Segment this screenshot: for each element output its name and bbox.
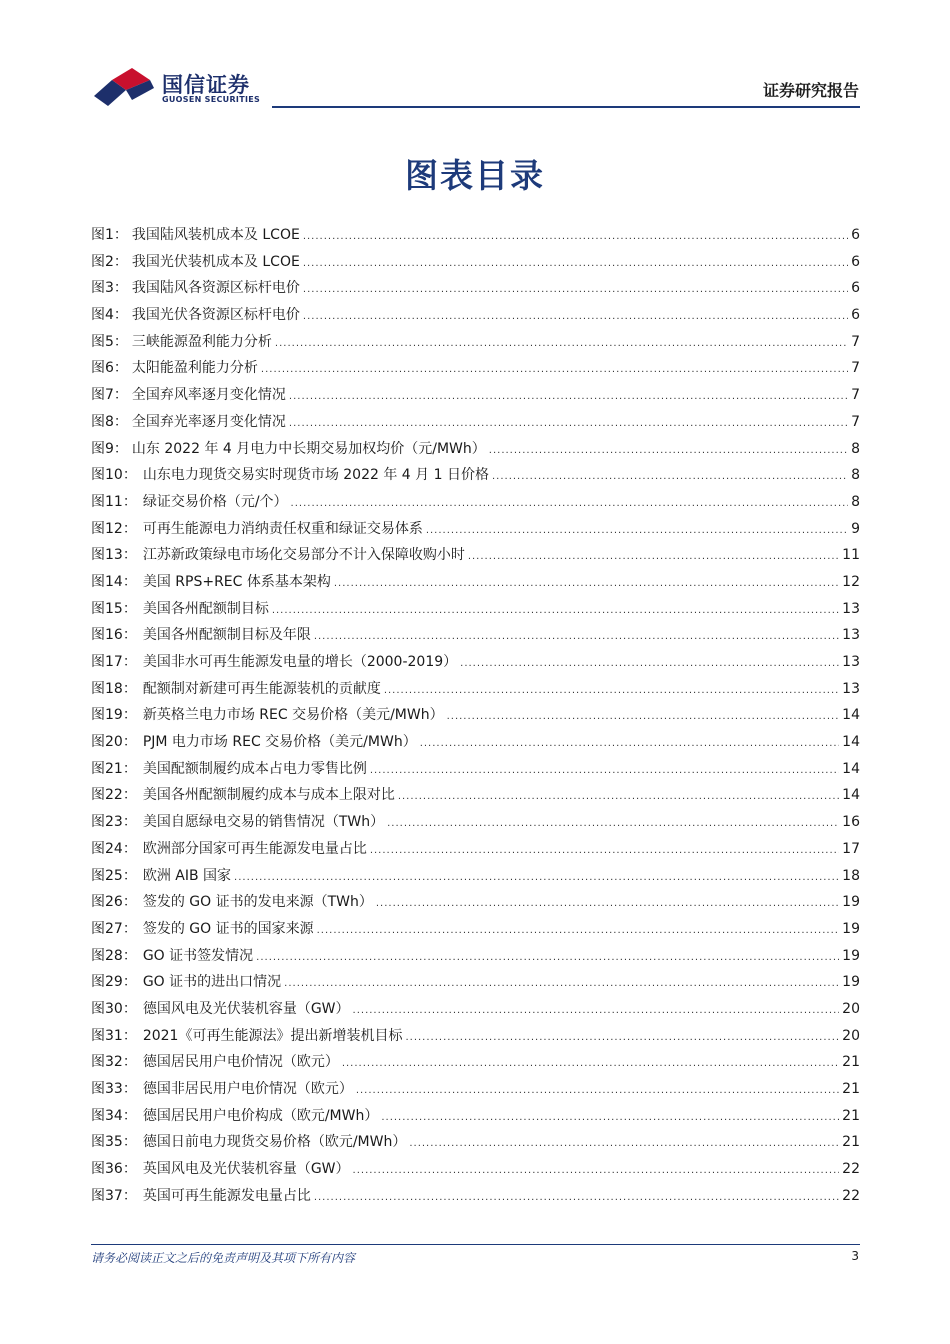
toc-leader-dots — [303, 224, 848, 251]
toc-leader-dots — [342, 1051, 839, 1078]
toc-entry-label: 图35： — [91, 1134, 137, 1151]
toc-leader-dots — [291, 491, 849, 518]
toc-leader-dots — [261, 357, 848, 384]
toc-leader-dots — [256, 945, 839, 972]
toc-entry-title: 太阳能盈利能力分析 — [131, 360, 258, 377]
toc-entry[interactable] — [91, 1023, 860, 1050]
toc-leader-dots — [460, 651, 839, 678]
toc-entry-page: 21 — [842, 1134, 860, 1151]
toc-entry-page: 22 — [842, 1187, 860, 1204]
toc-entry-title: 我国陆风各资源区标杆电价 — [131, 280, 300, 297]
toc-leader-dots — [381, 1105, 839, 1132]
toc-entry[interactable] — [91, 996, 860, 1023]
toc-entry-label: 图13： — [91, 547, 137, 564]
toc-leader-dots — [303, 251, 848, 278]
header-divider — [272, 106, 860, 108]
toc-entry[interactable] — [91, 943, 860, 970]
toc-entry-title: 全国弃光率逐月变化情况 — [131, 413, 286, 430]
toc-entry[interactable] — [91, 222, 860, 249]
toc-entry-label: 图30： — [91, 1000, 137, 1017]
toc-entry-title: 美国非水可再生能源发电量的增长（2000-2019） — [142, 654, 458, 670]
toc-entry-label: 图10： — [91, 467, 137, 484]
toc-entry-title: 欧洲 AIB 国家 — [142, 867, 232, 884]
toc-entry-title: 美国 RPS+REC 体系基本架构 — [142, 573, 331, 590]
toc-entry-page: 13 — [842, 627, 860, 644]
toc-entry-page: 8 — [851, 467, 860, 484]
toc-entry[interactable] — [91, 355, 860, 382]
toc-entry-label: 图18： — [91, 680, 137, 697]
toc-entry[interactable] — [91, 1183, 860, 1210]
toc-entry-title: 签发的 GO 证书的发电来源（TWh） — [142, 894, 373, 911]
toc-entry-page: 8 — [851, 440, 860, 457]
toc-leader-dots — [492, 464, 848, 491]
toc-entry-label: 图20： — [91, 734, 137, 751]
toc-entry-page: 14 — [842, 707, 860, 724]
toc-entry[interactable] — [91, 729, 860, 756]
toc-entry-title: 全国弃风率逐月变化情况 — [131, 387, 286, 404]
toc-entry-label: 图25： — [91, 867, 137, 884]
toc-entry[interactable] — [91, 916, 860, 943]
toc-entry-page: 17 — [842, 840, 860, 857]
toc-entry-title: 配额制对新建可再生能源装机的贡献度 — [142, 680, 381, 697]
toc-entry-title: 签发的 GO 证书的国家来源 — [142, 920, 314, 937]
toc-entry-title: PJM 电力市场 REC 交易价格（美元/MWh） — [142, 734, 417, 751]
toc-entry-label: 图21： — [91, 760, 137, 777]
toc-leader-dots — [289, 384, 848, 411]
toc-entry-page: 12 — [842, 573, 860, 590]
toc-entry[interactable] — [91, 409, 860, 436]
toc-entry-page: 18 — [842, 867, 860, 884]
toc-leader-dots — [447, 704, 840, 731]
toc-entry-page: 7 — [851, 413, 860, 430]
toc-entry[interactable] — [91, 969, 860, 996]
toc-entry-title: 三峡能源盈利能力分析 — [131, 333, 272, 350]
toc-entry[interactable] — [91, 889, 860, 916]
toc-entry-page: 13 — [842, 654, 860, 670]
toc-entry-page: 14 — [842, 787, 860, 804]
toc-entry-title: 美国各州配额制目标及年限 — [142, 627, 311, 644]
toc-leader-dots — [314, 624, 839, 651]
toc-entry-page: 21 — [842, 1107, 860, 1124]
footer-divider — [91, 1244, 860, 1245]
brand-name-cn: 国信证券 — [162, 73, 250, 97]
toc-entry-page: 19 — [842, 974, 860, 991]
toc-entry[interactable] — [91, 516, 860, 543]
toc-entry-title: 德国非居民用户电价情况（欧元） — [142, 1081, 353, 1097]
toc-entry-page: 19 — [842, 894, 860, 911]
toc-entry-label: 图36： — [91, 1161, 137, 1178]
toc-leader-dots — [289, 411, 848, 438]
toc-leader-dots — [405, 1025, 839, 1052]
toc-entry-label: 图31： — [91, 1027, 137, 1044]
toc-leader-dots — [314, 1185, 839, 1212]
toc-entry-title: 德国居民用户电价情况（欧元） — [142, 1054, 339, 1071]
toc-leader-dots — [370, 838, 839, 865]
toc-leader-dots — [303, 304, 848, 331]
toc-entry[interactable] — [91, 756, 860, 783]
toc-entry-page: 14 — [842, 734, 860, 751]
toc-entry-page: 7 — [851, 360, 860, 377]
toc-entry-label: 图11： — [91, 493, 137, 510]
toc-entry-label: 图6： — [91, 360, 128, 377]
toc-entry-label: 图29： — [91, 974, 137, 991]
toc-entry[interactable] — [91, 702, 860, 729]
toc-entry-title: GO 证书的进出口情况 — [142, 974, 282, 991]
toc-leader-dots — [334, 571, 839, 598]
footer-disclaimer: 请务必阅读正文之后的免责声明及其项下所有内容 — [91, 1251, 356, 1265]
toc-entry[interactable] — [91, 569, 860, 596]
toc-entry-page: 9 — [851, 520, 860, 537]
toc-entry[interactable] — [91, 542, 860, 569]
toc-entry-label: 图5： — [91, 333, 128, 350]
toc-entry[interactable] — [91, 809, 860, 836]
toc-entry-page: 7 — [851, 387, 860, 404]
toc-leader-dots — [303, 277, 848, 304]
toc-entry[interactable] — [91, 1129, 860, 1156]
toc-entry[interactable] — [91, 596, 860, 623]
toc-entry-label: 图9： — [91, 440, 128, 457]
toc-entry-label: 图27： — [91, 920, 137, 937]
toc-entry[interactable] — [91, 275, 860, 302]
toc-entry[interactable] — [91, 462, 860, 489]
toc-entry-label: 图7： — [91, 387, 128, 404]
toc-entry-title: 德国日前电力现货交易价格（欧元/MWh） — [142, 1134, 407, 1151]
toc-entry[interactable] — [91, 782, 860, 809]
toc-leader-dots — [409, 1131, 839, 1158]
toc-entry[interactable] — [91, 302, 860, 329]
toc-entry[interactable] — [91, 382, 860, 409]
toc-leader-dots — [387, 811, 839, 838]
toc-leader-dots — [275, 331, 848, 358]
toc-entry-title: 山东电力现货交易实时现货市场 2022 年 4 月 1 日价格 — [142, 467, 489, 484]
toc-entry-page: 8 — [851, 493, 860, 510]
report-type-label: 证券研究报告 — [762, 81, 859, 100]
brand-name-en: GUOSEN SECURITIES — [162, 95, 261, 104]
toc-entry-page: 20 — [842, 1000, 860, 1017]
toc-entry-title: 英国可再生能源发电量占比 — [142, 1187, 311, 1204]
toc-leader-dots — [234, 865, 839, 892]
toc-entry-label: 图34： — [91, 1107, 137, 1124]
toc-entry-title: 美国各州配额制履约成本与成本上限对比 — [142, 787, 395, 804]
page-title: 图表目录 — [405, 156, 545, 195]
toc-entry-label: 图14： — [91, 573, 137, 590]
toc-entry-page: 14 — [842, 760, 860, 777]
toc-entry[interactable] — [91, 863, 860, 890]
toc-entry-label: 图37： — [91, 1187, 137, 1204]
toc-entry-title: 英国风电及光伏装机容量（GW） — [142, 1161, 350, 1178]
toc-entry-page: 22 — [842, 1161, 860, 1178]
toc-entry-title: 美国配额制履约成本占电力零售比例 — [142, 760, 367, 777]
toc-entry-page: 6 — [851, 227, 860, 243]
toc-entry[interactable] — [91, 249, 860, 276]
toc-entry-page: 21 — [842, 1054, 860, 1071]
toc-entry-label: 图15： — [91, 600, 137, 617]
toc-entry-label: 图24： — [91, 840, 137, 857]
toc-entry-title: 德国风电及光伏装机容量（GW） — [142, 1000, 350, 1017]
toc-entry-title: GO 证书签发情况 — [142, 947, 254, 964]
toc-entry-page: 7 — [851, 333, 860, 350]
toc-entry[interactable] — [91, 676, 860, 703]
toc-leader-dots — [398, 784, 839, 811]
toc-leader-dots — [356, 1078, 839, 1105]
toc-leader-dots — [426, 518, 848, 545]
toc-leader-dots — [384, 678, 839, 705]
toc-entry-label: 图33： — [91, 1081, 137, 1097]
toc-entry-label: 图16： — [91, 627, 137, 644]
toc-leader-dots — [370, 758, 839, 785]
toc-leader-dots — [353, 998, 840, 1025]
toc-entry-title: 绿证交易价格（元/个） — [142, 493, 288, 510]
toc-entry-label: 图32： — [91, 1054, 137, 1071]
toc-entry-label: 图3： — [91, 280, 128, 297]
toc-entry[interactable] — [91, 1156, 860, 1183]
toc-entry-label: 图17： — [91, 654, 137, 670]
toc-entry-page: 6 — [851, 253, 860, 270]
toc-entry-label: 图28： — [91, 947, 137, 964]
toc-entry-title: 美国各州配额制目标 — [142, 600, 269, 617]
toc-leader-dots — [468, 544, 839, 571]
toc-leader-dots — [272, 598, 839, 625]
toc-entry[interactable] — [91, 1049, 860, 1076]
page-number: 3 — [851, 1249, 859, 1263]
toc-entry-label: 图8： — [91, 413, 128, 430]
toc-list — [91, 222, 860, 1209]
toc-leader-dots — [420, 731, 839, 758]
toc-entry-title: 我国陆风装机成本及 LCOE — [131, 227, 300, 243]
toc-entry-label: 图12： — [91, 520, 137, 537]
toc-entry-title: 德国居民用户电价构成（欧元/MWh） — [142, 1107, 379, 1124]
toc-entry-page: 21 — [842, 1081, 860, 1097]
guosen-logo — [92, 66, 262, 110]
toc-entry-label: 图22： — [91, 787, 137, 804]
toc-entry[interactable] — [91, 649, 860, 676]
guosen-logo-icon — [92, 66, 158, 108]
toc-entry-page: 13 — [842, 600, 860, 617]
toc-entry-page: 13 — [842, 680, 860, 697]
page-header — [0, 0, 950, 110]
toc-entry-title: 可再生能源电力消纳责任权重和绿证交易体系 — [142, 520, 423, 537]
toc-entry[interactable] — [91, 1103, 860, 1130]
toc-entry-label: 图23： — [91, 814, 137, 831]
toc-entry[interactable] — [91, 329, 860, 356]
toc-entry-page: 6 — [851, 280, 860, 297]
toc-entry-label: 图4： — [91, 307, 128, 324]
toc-entry[interactable] — [91, 489, 860, 516]
toc-entry-page: 16 — [842, 814, 860, 831]
toc-entry-page: 20 — [842, 1027, 860, 1044]
toc-leader-dots — [489, 438, 848, 465]
toc-entry-label: 图1： — [91, 227, 128, 243]
toc-entry-title: 江苏新政策绿电市场化交易部分不计入保障收购小时 — [142, 547, 465, 564]
toc-entry-title: 美国自愿绿电交易的销售情况（TWh） — [142, 814, 385, 831]
toc-leader-dots — [317, 918, 840, 945]
toc-entry-label: 图26： — [91, 894, 137, 911]
toc-entry-title: 新英格兰电力市场 REC 交易价格（美元/MWh） — [142, 707, 444, 724]
toc-entry-title: 欧洲部分国家可再生能源发电量占比 — [142, 840, 367, 857]
toc-entry-title: 2021《可再生能源法》提出新增装机目标 — [142, 1027, 403, 1044]
toc-entry-label: 图2： — [91, 253, 128, 270]
toc-entry-title: 我国光伏装机成本及 LCOE — [131, 253, 300, 270]
toc-entry-label: 图19： — [91, 707, 137, 724]
toc-entry-page: 19 — [842, 947, 860, 964]
toc-entry-title: 山东 2022 年 4 月电力中长期交易加权均价（元/MWh） — [131, 440, 486, 457]
toc-entry-page: 19 — [842, 920, 860, 937]
toc-entry[interactable] — [91, 1076, 860, 1103]
toc-entry[interactable] — [91, 436, 860, 463]
toc-leader-dots — [353, 1158, 840, 1185]
toc-entry-title: 我国光伏各资源区标杆电价 — [131, 307, 300, 324]
toc-entry-page: 6 — [851, 307, 860, 324]
toc-entry[interactable] — [91, 836, 860, 863]
toc-leader-dots — [376, 891, 839, 918]
toc-entry[interactable] — [91, 622, 860, 649]
toc-entry-page: 11 — [842, 547, 860, 564]
toc-leader-dots — [284, 971, 839, 998]
